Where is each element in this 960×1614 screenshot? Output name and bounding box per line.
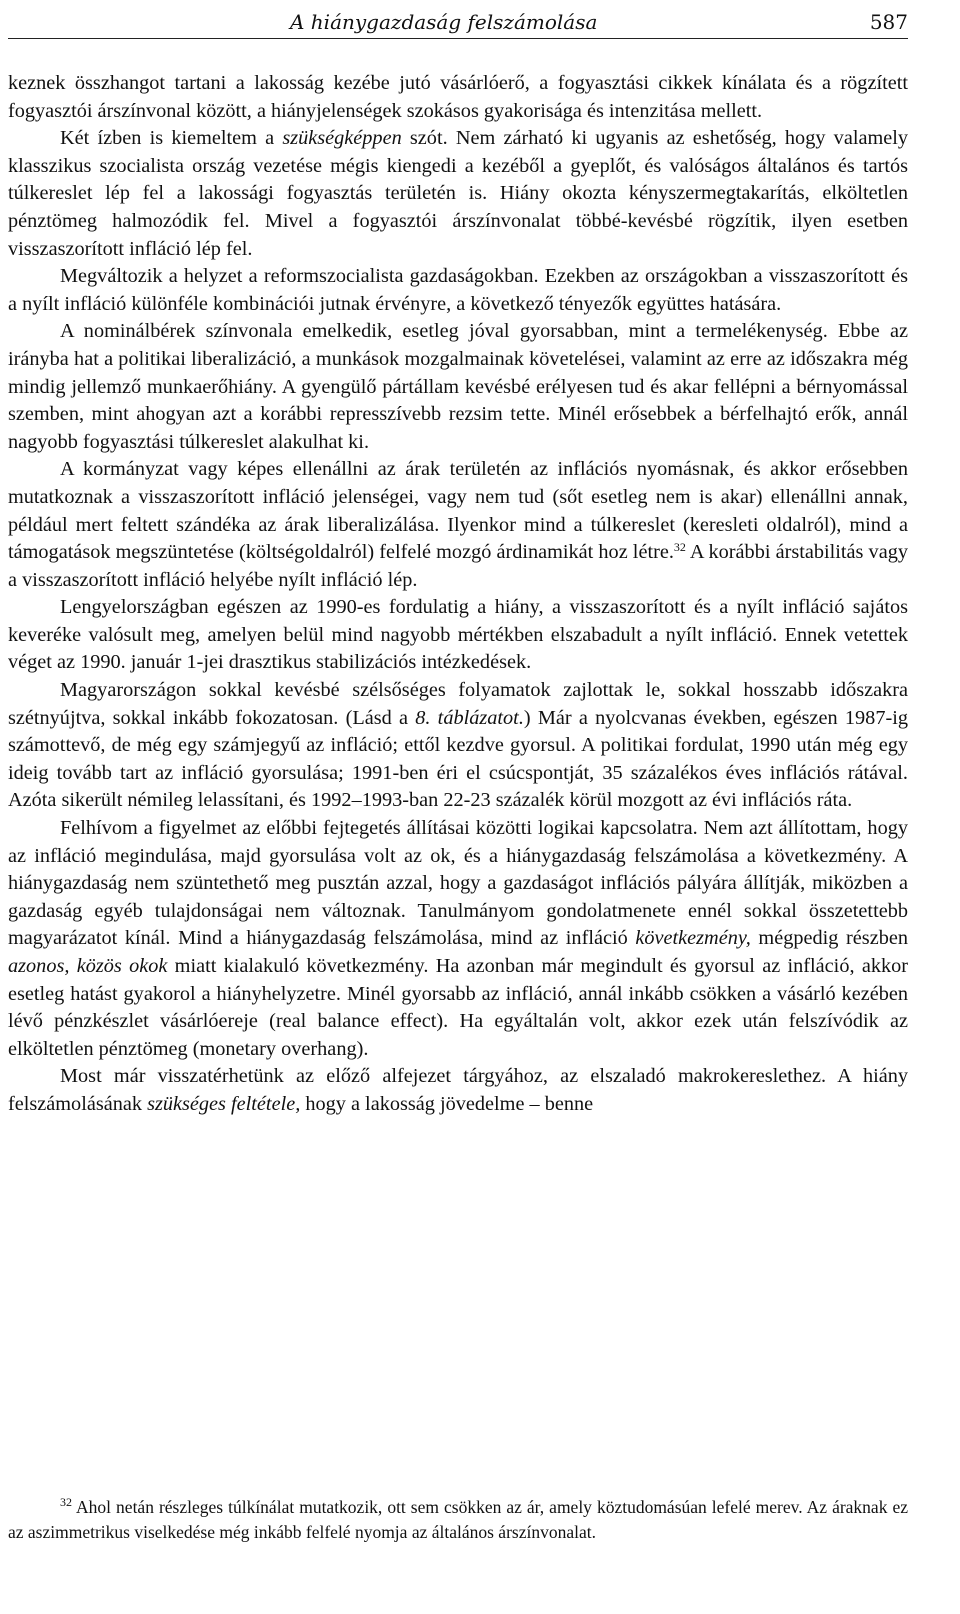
- footnote-number: 32: [60, 1495, 72, 1509]
- paragraph: [8, 677, 908, 815]
- paragraph: [8, 318, 908, 456]
- paragraph: [8, 594, 908, 677]
- paragraph: [8, 125, 908, 263]
- text-run: Lengyelországban egészen az 1990-es fordulatig a hiány, a visszaszorított és a nyílt infláció sajátos keveréke valósult meg, amelyen belül mind nagyobb mértékben elszabadult a nyílt infláció. Ennek vetettek véget az 1990. január 1-jei drasztikus stabilizációs intézkedések.: [8, 596, 908, 674]
- text-run: Most már visszatérhetünk az előző alfejezet tárgyához, az elszaladó makrokereslethez. A hiány felszámolásának: [8, 1065, 908, 1115]
- text-run: A kormányzat vagy képes ellenállni az árak területén az inflációs nyomásnak, és akkor erősebben mutatkoznak a visszaszorított infláció jelenségei, vagy nem tud (sőt esetleg nem is akar) ellenállni annak, például mert feltett szándéka az árak liberalizálása. Ilyenkor mind a túlkereslet (keresleti oldalról), mind a támogatások megszüntetése (költségoldalról) felfelé mozgó árdinamikát hoz létre.: [8, 458, 908, 564]
- paragraph-continuation: [8, 70, 908, 125]
- text-run: keznek összhangot tartani a lakosság kezébe jutó vásárlóerő, a fogyasztási cikkek kínálata és a rögzített fogyasztói árszínvonal között, a hiányjelenségek szokásos gyakorisága és intenzitása mellett.: [8, 72, 908, 122]
- emphasis: szükséges feltétele,: [147, 1092, 301, 1115]
- paragraph: [8, 1063, 908, 1118]
- text-run: Két ízben is kiemeltem a: [60, 127, 283, 150]
- emphasis: 8. táblázatot.: [415, 706, 524, 729]
- text-run: Magyarországon sokkal kevésbé szélsőséges folyamatok zajlottak le, sokkal hosszabb időszakra szétnyújtva, sokkal inkább fokozatosan. (Lásd a: [8, 679, 908, 729]
- emphasis: szükségképpen: [282, 127, 402, 150]
- running-title: A hiánygazdaság felszámolása: [290, 10, 598, 34]
- body-text: [8, 70, 908, 1119]
- text-run: A korábbi árstabilitás vagy a visszaszorított infláció helyébe nyílt infláció lép.: [8, 541, 908, 591]
- footnote-body: Ahol netán részleges túlkínálat mutatkozik, ott sem csökken az ár, amely köztudomásúan lefelé merev. Az áraknak ez az aszimmetrikus viselkedése még inkább felfelé nyomja az általános árszínvonalat.: [8, 1497, 908, 1542]
- paragraph: [8, 456, 908, 594]
- text-run: mégpedig részben: [750, 927, 908, 950]
- running-header: [290, 6, 908, 36]
- paragraph: [8, 815, 908, 1063]
- text-run: Felhívom a figyelmet az előbbi fejtegetés állításai közötti logikai kapcsolatra. Nem azt állítottam, hogy az infláció megindulása, majd gyorsulása volt az ok, és a hiánygazdaság felszámolása a következmény. A hiánygazdaság nem szüntethető meg pusztán azzal, hogy a gazdaságot inflációs pályára állítják, miközben a gazdaság egyéb tulajdonságai nem változnak. Tanulmányom gondolatmenete ennél sokkal összetettebb magyarázatot kínál. Mind a hiánygazdaság felszámolása, mind az infláció: [8, 817, 908, 950]
- text-run: miatt kialakuló következmény. Ha azonban már megindult és gyorsul az infláció, akkor esetleg hatást gyakorol a hiányhelyzetre. Minél gyorsabb az infláció, annál inkább csökken a vásárló kezében lévő pénzkészlet vásárlóereje (real balance effect). Ha egyáltalán volt, akkor ezek után felszívódik az elköltetlen pénztömeg (monetary overhang).: [8, 955, 909, 1060]
- emphasis: következmény,: [635, 927, 751, 950]
- header-rule: [8, 38, 908, 39]
- footnote-text: [8, 1495, 908, 1544]
- text-run: ) Már a nyolcvanas években, egészen 1987-ig számottevő, de még egy számjegyű az infláció; ettől kezdve gyorsul. A politikai fordulat, 1990 után még egy ideig tovább tart az infláció gyorsulása; 1991-ben éri el csúcspontját, 35 százalékos éves inflációs rátával. Azóta sikerült némileg lelassítani, és 1992–1993-ban 22-23 százalék körül mozgott az évi inflációs ráta.: [8, 706, 908, 812]
- text-run: szót. Nem zárható ki ugyanis az eshetőség, hogy valamely klasszikus szocialista ország vezetése mégis kiengedi a kezéből a gyeplőt, és valóságos általános és tartós túlkereslet lép fel a lakossági fogyasztás területén is. Hiány okozta kényszermegtakarítás, elköltetlen pénztömeg halmozódik fel. Mivel a fogyasztói árszínvonalat többé-kevésbé rögzítik, ilyen esetben visszaszorított infláció lép fel.: [8, 127, 909, 260]
- footnote-reference[interactable]: 32: [673, 540, 686, 555]
- text-run: Megváltozik a helyzet a reformszocialista gazdaságokban. Ezekben az országokban a visszaszorított és a nyílt infláció különféle kombinációi jutnak érvényre, a következő tényezők együttes hatására.: [8, 265, 908, 315]
- emphasis: azonos, közös okok: [8, 955, 168, 977]
- footnote: [8, 1495, 908, 1544]
- page-number: 587: [869, 10, 908, 34]
- text-run: A nominálbérek színvonala emelkedik, esetleg jóval gyorsabban, mint a termelékenység. Ebbe az irányba hat a politikai liberalizáció, a munkások mozgalmainak követelései, valamint az erre az időszakra még mindig jellemző munkaerőhiány. A gyengülő pártállam kevésbé erélyesen tud és akar fellépni a bérnyomással szemben, mint ahogyan azt a korábbi represszívebb rezsim tette. Minél erősebbek a bérfelhajtó erők, annál nagyobb fogyasztási túlkereslet alakulhat ki.: [8, 320, 908, 453]
- text-run: hogy a lakosság jövedelme – benne: [300, 1092, 594, 1115]
- paragraph: [8, 263, 908, 318]
